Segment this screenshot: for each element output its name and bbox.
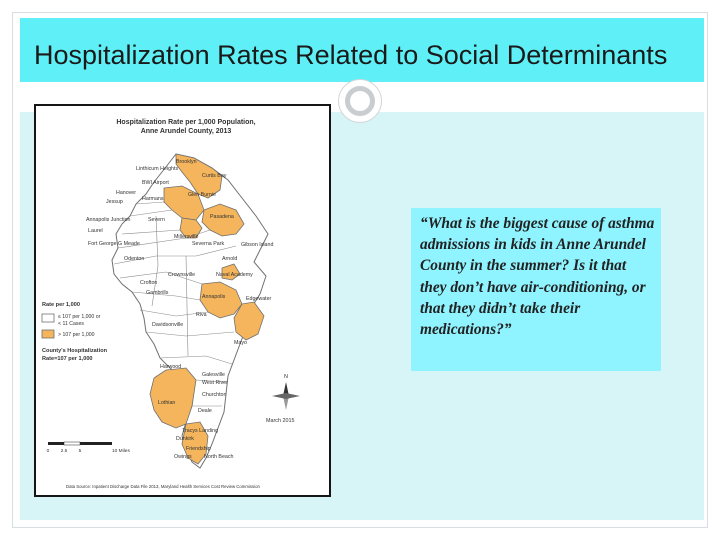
label-lothian: Lothian [158,400,176,406]
label-annapolis-junction: Annapolis Junction [86,217,131,223]
label-dunkirk: Dunkirk [176,436,194,442]
map-title-line1: Hospitalization Rate per 1,000 Population, [116,119,256,126]
hospitalization-map [34,104,331,497]
scale-tick-0: 0 [46,449,50,454]
label-severn: Severn [148,217,165,223]
legend-county-line1: County's Hospitalization [42,348,108,354]
label-hanover: Hanover [116,190,137,196]
legend-low-line2: < 11 Cases [58,321,84,327]
label-millersville: Millersville [174,234,199,240]
label-deale: Deale [198,408,212,414]
map-canvas [36,106,331,497]
label-west-river: West River [202,380,228,386]
label-mayo: Mayo [234,340,247,346]
label-churchton: Churchton [202,392,227,398]
map-title-line2: Anne Arundel County, 2013 [140,128,232,135]
label-brooklyn: Brooklyn [176,159,197,165]
label-tracys-landing: Tracys Landing [182,428,219,434]
label-fort-meade: Fort George G Meade [88,241,140,247]
label-naval-academy: Naval Academy [216,272,253,278]
label-north-beach: North Beach [204,454,234,460]
label-harwood: Harwood [160,364,182,370]
label-owings: Owings [174,454,192,460]
label-linthicum: Linthicum Heights [136,166,179,172]
label-crofton: Crofton [140,280,158,286]
label-severna-park: Severna Park [192,241,225,247]
label-arnold: Arnold [222,256,238,262]
legend-swatch-low [42,314,54,322]
quote-text: “What is the biggest cause of asthma admissions in kids in Anne Arundel County in the summer? Is it that they don’t have air-conditioning, or that they didn’t take their medications?” [420,215,655,339]
decorative-ring-icon [338,79,382,123]
quote-box [411,208,661,371]
label-davidsonville: Davidsonville [152,322,184,328]
label-odenton: Odenton [124,256,145,262]
map-legend [42,302,108,362]
legend-swatch-high [42,330,54,338]
scale-tick-1: 2.5 [60,449,68,454]
label-pasadena: Pasadena [210,214,234,220]
label-annapolis: Annapolis [202,294,226,300]
label-edgewater: Edgewater [246,296,272,302]
label-jessup: Jessup [106,199,123,205]
label-laurel: Laurel [88,228,103,234]
label-curtis-bay: Curtis Bay [202,173,227,179]
label-galesville: Galesville [202,372,225,378]
label-glen-burnie: Glen Burnie [188,192,216,198]
legend-heading: Rate per 1,000 [42,302,80,308]
map-source: Data Source: Inpatient Discharge Data File 2013, Maryland Health Services Cost Review Commission [66,484,260,489]
label-crownsville: Crownsville [168,272,196,278]
label-gibson-island: Gibson Island [241,242,274,248]
label-riva: Riva [196,312,207,318]
label-gambrills: Gambrills [146,290,169,296]
legend-high: > 107 per 1,000 [58,332,95,338]
label-friendship: Friendship [186,446,211,452]
label-bwi: BWI Airport [142,180,169,186]
legend-low-line1: ≤ 107 per 1,000 or [58,314,101,320]
slide-title: Hospitalization Rates Related to Social Determinants [34,40,668,70]
legend-county-line2: Rate=107 per 1,000 [42,356,93,362]
scale-tick-3: 10 Miles [112,449,130,454]
map-date: March 2015 [266,418,295,424]
north-arrow-icon [272,374,300,410]
north-label: N [284,374,288,380]
scale-tick-2: 5 [78,449,82,454]
label-harmans: Harmans [142,196,164,202]
scale-bar [47,442,131,454]
